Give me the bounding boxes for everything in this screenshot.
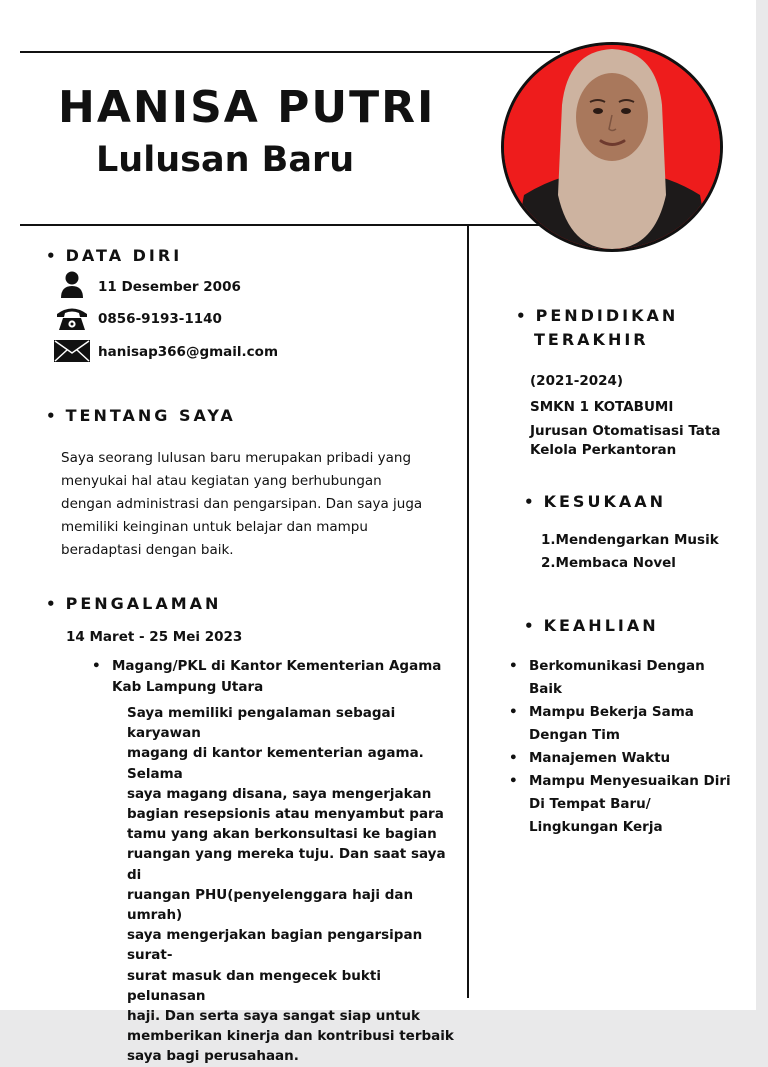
telephone-icon (55, 305, 89, 331)
heading-bullet: • (524, 617, 534, 635)
experience-period: 14 Maret - 25 Mei 2023 (66, 629, 243, 645)
description-line: saya bagi perusahaan. (127, 1048, 299, 1065)
major-line: Jurusan Otomatisasi Tata (530, 423, 721, 439)
skill-bullet: • (509, 773, 518, 789)
description-line: saya mengerjakan bagian pengarsipan surat- (127, 927, 423, 964)
description-line: Saya memiliki pengalaman sebagai karyawan (127, 705, 396, 742)
kesukaan-title: KESUKAAN (543, 492, 666, 511)
description-line: tamu yang akan berkonsultasi ke bagian (127, 826, 437, 843)
skill-line: Dengan Tim (529, 727, 620, 743)
candidate-name: HANISA PUTRI (58, 82, 436, 133)
position-bullet: • (92, 658, 101, 674)
heading-bullet: • (46, 247, 56, 265)
heading-bullet: • (46, 407, 56, 425)
pengalaman-heading (46, 592, 221, 616)
pendidikan-heading (516, 304, 678, 328)
skill-line: Berkomunikasi Dengan (529, 658, 705, 674)
experience-position (92, 656, 452, 698)
description-line: magang di kantor kementerian agama. Selama (127, 745, 424, 782)
data-diri-heading (46, 244, 182, 268)
skill-bullet: • (509, 750, 518, 766)
skill-item (509, 655, 705, 701)
heading-bullet: • (524, 493, 534, 511)
envelope-icon (54, 340, 90, 362)
skill-item (509, 770, 731, 839)
skill-line: Mampu Bekerja Sama (529, 704, 694, 720)
profile-photo-illustration (504, 45, 720, 249)
candidate-role: Lulusan Baru (96, 140, 355, 180)
description-line: bagian resepsionis atau menyambut para (127, 806, 444, 823)
description-line: saya magang disana, saya mengerjakan (127, 785, 432, 802)
tentang-saya-title: TENTANG SAYA (65, 406, 236, 425)
paragraph-line: memiliki keinginan untuk belajar dan mampu (61, 519, 368, 535)
pendidikan-heading-line2: TERAKHIR (534, 330, 649, 349)
skill-line: Manajemen Waktu (529, 750, 671, 766)
birthdate-text: 11 Desember 2006 (98, 279, 241, 295)
education-years: (2021-2024) (530, 373, 624, 389)
person-icon (60, 271, 84, 299)
paragraph-line: dengan administrasi dan pengarsipan. Dan saya juga (61, 496, 423, 512)
position-line: Kab Lampung Utara (112, 679, 264, 695)
education-major (530, 422, 750, 460)
position-line: Magang/PKL di Kantor Kementerian Agama (112, 658, 442, 674)
paragraph-line: beradaptasi dengan baik. (61, 542, 234, 558)
skill-item (509, 701, 694, 747)
tentang-saya-heading (46, 404, 236, 428)
keahlian-title: KEAHLIAN (543, 616, 659, 635)
description-line: memberikan kinerja dan kontribusi terbaik (127, 1028, 454, 1045)
description-line: ruangan PHU(penyelenggara haji dan umrah) (127, 886, 414, 924)
skill-item (509, 747, 671, 770)
description-line: surat masuk dan mengecek bukti pelunasan (127, 967, 381, 1004)
skill-line: Mampu Menyesuaikan Diri (529, 773, 731, 789)
major-line: Kelola Perkantoran (530, 442, 677, 458)
description-line: ruangan yang mereka tuju. Dan saat saya di (127, 846, 446, 883)
skill-line: Baik (529, 681, 563, 697)
skill-bullet: • (509, 658, 518, 674)
paragraph-line: Saya seorang lulusan baru merupakan pribadi yang (61, 450, 412, 466)
top-rule (20, 51, 560, 53)
tentang-saya-paragraph (61, 447, 461, 562)
column-divider (467, 226, 469, 998)
phone-text: 0856-9193-1140 (98, 311, 222, 327)
pengalaman-title: PENGALAMAN (65, 594, 222, 613)
email-text: hanisap366@gmail.com (98, 344, 279, 360)
hobby-item: 2.Membaca Novel (541, 555, 676, 571)
profile-photo (501, 42, 723, 252)
heading-bullet: • (46, 595, 56, 613)
heading-bullet: • (516, 307, 526, 325)
skill-line: Di Tempat Baru/ (529, 796, 651, 812)
hobby-item: 1.Mendengarkan Musik (541, 532, 719, 548)
kesukaan-heading (524, 490, 666, 514)
keahlian-heading (524, 614, 659, 638)
description-line: haji. Dan serta saya sangat siap untuk (127, 1008, 420, 1025)
pendidikan-title-line1: PENDIDIKAN (535, 306, 679, 325)
paragraph-line: menyukai hal atau kegiatan yang berhubungan (61, 473, 382, 489)
skill-bullet: • (509, 704, 518, 720)
skill-line: Lingkungan Kerja (529, 819, 663, 835)
data-diri-title: DATA DIRI (65, 246, 183, 265)
education-school: SMKN 1 KOTABUMI (530, 399, 674, 415)
header-bottom-rule (20, 224, 560, 226)
experience-description (127, 703, 462, 1067)
